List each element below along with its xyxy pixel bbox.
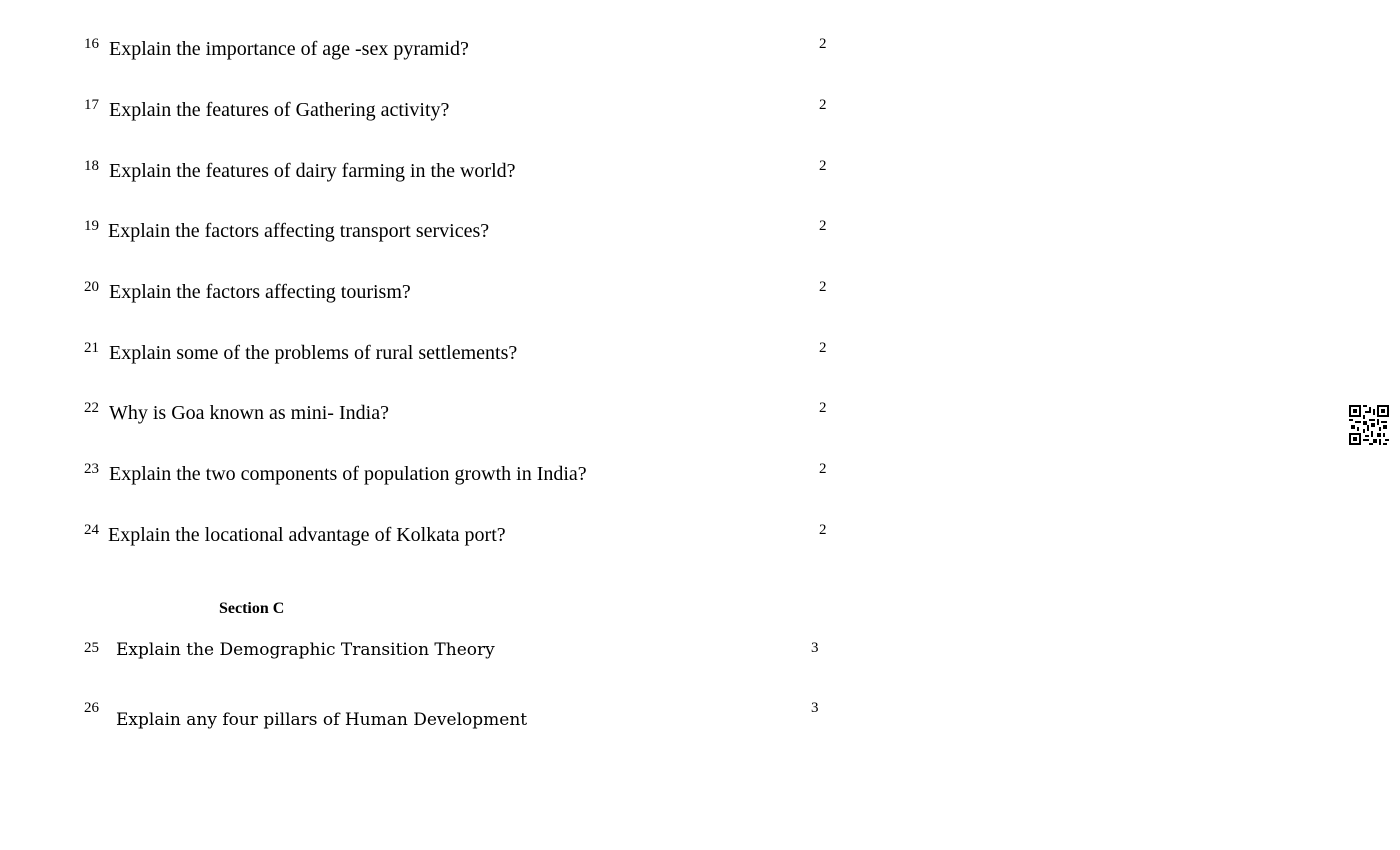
question-number: 19 — [84, 218, 99, 234]
question-marks: 2 — [819, 522, 827, 538]
question-text: Why is Goa known as mini- India? — [109, 402, 389, 424]
question-text: Explain the factors affecting transport services? — [108, 220, 490, 242]
question-marks: 2 — [819, 158, 827, 174]
question-marks: 2 — [819, 340, 827, 356]
question-marks: 2 — [819, 218, 827, 234]
section-c-heading: Section C — [219, 600, 285, 617]
question-text: Explain the Demographic Transition Theory — [116, 640, 495, 660]
question-row — [84, 158, 844, 188]
question-text: Explain the two components of population growth in India? — [109, 463, 587, 485]
question-number: 17 — [84, 97, 99, 113]
question-marks: 2 — [819, 279, 827, 295]
question-row — [84, 340, 844, 370]
question-row — [84, 36, 844, 66]
question-row — [84, 97, 844, 127]
question-text: Explain the importance of age -sex pyramid? — [109, 38, 469, 60]
question-marks: 2 — [819, 461, 827, 477]
question-number: 23 — [84, 461, 99, 477]
question-row — [84, 640, 844, 670]
question-text: Explain some of the problems of rural settlements? — [109, 342, 518, 364]
question-number: 16 — [84, 36, 99, 52]
question-marks: 3 — [811, 640, 819, 656]
question-marks: 3 — [811, 700, 819, 716]
question-text: Explain the features of Gathering activity? — [109, 99, 450, 121]
question-row — [84, 461, 844, 491]
question-number: 18 — [84, 158, 99, 174]
question-text: Explain the locational advantage of Kolkata port? — [108, 524, 506, 546]
question-number: 21 — [84, 340, 99, 356]
question-row — [84, 522, 844, 552]
question-row — [84, 218, 844, 248]
question-number: 20 — [84, 279, 99, 295]
question-text: Explain the features of dairy farming in the world? — [109, 160, 516, 182]
question-number: 25 — [84, 640, 99, 656]
qr-code-icon — [1349, 405, 1389, 445]
question-row — [84, 400, 844, 430]
question-marks: 2 — [819, 36, 827, 52]
question-row — [84, 279, 844, 309]
question-number: 22 — [84, 400, 99, 416]
question-number: 24 — [84, 522, 99, 538]
question-marks: 2 — [819, 400, 827, 416]
question-row — [84, 700, 844, 730]
question-text: Explain any four pillars of Human Development — [116, 710, 528, 730]
question-number: 26 — [84, 700, 99, 716]
question-marks: 2 — [819, 97, 827, 113]
question-text: Explain the factors affecting tourism? — [109, 281, 411, 303]
